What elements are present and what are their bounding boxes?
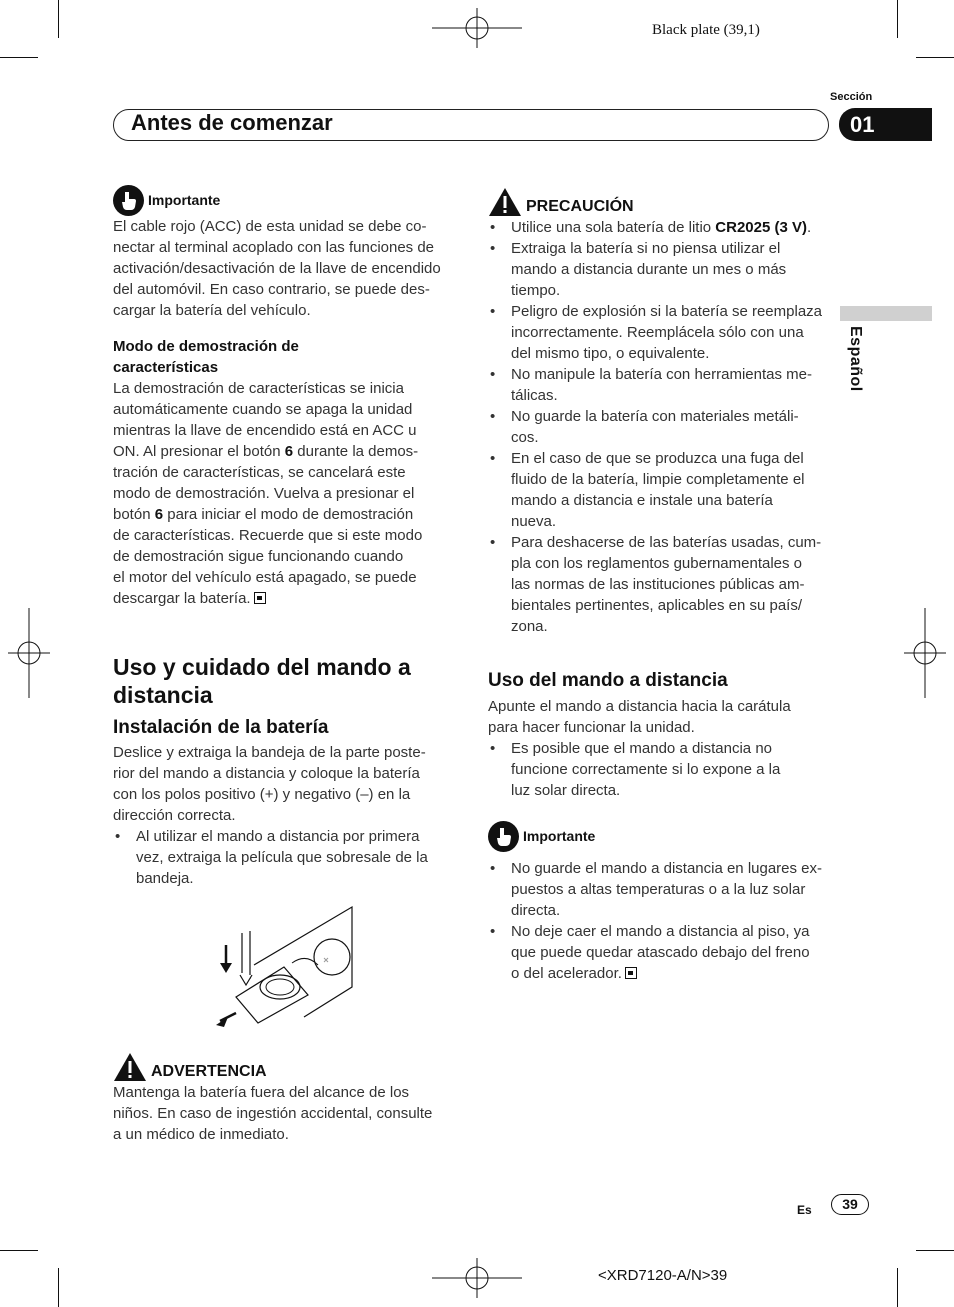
crop-mark — [58, 1268, 59, 1307]
crop-mark — [0, 1250, 38, 1251]
list-item — [488, 217, 833, 238]
crop-mark — [897, 1268, 898, 1307]
list-item: • Es posible que el mando a distancia no funcione correctamente si lo expone a la luz solar directa. — [488, 738, 833, 801]
registration-mark-right — [904, 608, 946, 698]
demo-bold-1: 6 — [284, 443, 294, 460]
list-item: • No guarde la batería con materiales metáli- cos. — [488, 406, 833, 448]
section-label: Sección — [830, 91, 873, 103]
left-column — [113, 185, 458, 889]
crop-mark — [0, 57, 38, 58]
important-hand-icon — [488, 821, 519, 852]
battery-list — [113, 826, 458, 889]
important-item-2-text: No deje caer el mando a distancia al piso, ya que puede quedar atascado debajo del freno o del acelerador. — [511, 923, 810, 982]
caution-label: PRECAUCIÓN — [526, 198, 634, 215]
battery-text: Deslice y extraiga la bandeja de la parte poste- rior del mando a distancia y coloque la batería con los polos positivo (+) y negativo (–) en la dirección correcta. — [113, 744, 426, 824]
demo-text-3: para iniciar el modo de demostración de características. Recuerde que si este modo de demostración sigue funcionando cuando el motor del vehículo está apagado, se puede descargar la batería. — [113, 506, 423, 607]
demo-bold-2: 6 — [154, 506, 164, 523]
right-column — [488, 187, 833, 984]
end-mark-icon — [254, 592, 266, 604]
demo-text-2: durante la demos- tración de características, se cancelará este modo de demostración. Vuelva a presionar el botón — [113, 443, 419, 523]
footer-code: <XRD7120-A/N>39 — [598, 1267, 728, 1284]
crop-mark — [916, 57, 954, 58]
list-item: • Extraiga la batería si no piensa utilizar el mando a distancia durante un mes o más tiempo. — [488, 238, 833, 301]
list-item: • No manipule la batería con herramientas me- tálicas. — [488, 364, 833, 406]
demo-paragraph — [113, 378, 458, 609]
battery-tray-illustration — [214, 905, 356, 1027]
battery-heading: Instalación de la batería — [113, 717, 329, 738]
crop-mark — [916, 1250, 954, 1251]
caution-heading — [488, 187, 833, 217]
demo-heading: Modo de demostración de características — [113, 338, 299, 376]
important-label: Importante — [148, 192, 221, 208]
warning-text: Mantenga la batería fuera del alcance de los niños. En caso de ingestión accidental, consulte a un médico de inmediato. — [113, 1084, 433, 1143]
list-item: • No guarde el mando a distancia en lugares ex- puestos a altas temperaturas o a la luz solar directa. — [488, 858, 833, 921]
caution-first-text: Utilice una sola batería de litio — [511, 219, 716, 236]
important-heading-right — [488, 821, 833, 852]
list-item: • En el caso de que se produzca una fuga del fluido de la batería, limpie completamente el mando a distancia e instale una batería nueva. — [488, 448, 833, 532]
demo-text-1: La demostración de características se inicia automáticamente cuando se apaga la unidad mientras la llave de encendido está en ACC u ON. Al presionar el botón — [113, 380, 417, 460]
caution-first-end: . — [807, 219, 812, 236]
plate-label: Black plate (39,1) — [652, 22, 760, 38]
list-item — [488, 921, 833, 984]
language-label: Español — [847, 326, 864, 392]
list-item: • Para deshacerse de las baterías usadas, cum- pla con los reglamentos gubernamentales o las normas de las instituciones públicas am- bientales pertinentes, aplicables en su país/ zona. — [488, 532, 833, 637]
crop-mark — [58, 0, 59, 38]
list-item: • Al utilizar el mando a distancia por primera vez, extraiga la película que sobresale de la bandeja. — [113, 826, 458, 889]
warning-heading — [113, 1052, 458, 1082]
section-number: 01 — [839, 108, 932, 141]
use-heading: Uso del mando a distancia — [488, 670, 728, 691]
warning-triangle-icon — [113, 1052, 147, 1082]
page-number: 39 — [831, 1194, 869, 1215]
battery-model: CR2025 (3 V) — [715, 219, 807, 236]
important-label: Importante — [523, 828, 596, 844]
important-heading — [113, 185, 458, 216]
use-text: Apunte el mando a distancia hacia la carátula para hacer funcionar la unidad. — [488, 698, 791, 736]
list-item: • Peligro de explosión si la batería se reemplaza incorrectamente. Reemplácela sólo con una del mismo tipo, o equivalente. — [488, 301, 833, 364]
registration-mark-bottom — [432, 1258, 522, 1298]
page-title: Antes de comenzar — [131, 110, 333, 135]
important-text: El cable rojo (ACC) de esta unidad se debe co- nectar al terminal acoplado con las funciones de activación/desactivación de la llave de encendido del automóvil. En caso contrario, se puede des- cargar la batería del vehículo. — [113, 218, 441, 319]
language-code: Es — [797, 1203, 812, 1217]
warning-triangle-icon — [488, 187, 522, 217]
end-mark-icon — [625, 967, 637, 979]
language-tab-bar — [840, 306, 932, 321]
warning-label: ADVERTENCIA — [151, 1063, 267, 1080]
important-hand-icon — [113, 185, 144, 216]
crop-mark — [897, 0, 898, 38]
caution-list — [488, 217, 833, 637]
registration-mark-top — [432, 8, 522, 48]
warning-block — [113, 1052, 458, 1145]
important-list — [488, 858, 833, 984]
remote-heading: Uso y cuidado del mando a distancia — [113, 654, 411, 708]
registration-mark-left — [8, 608, 50, 698]
use-list — [488, 738, 833, 801]
